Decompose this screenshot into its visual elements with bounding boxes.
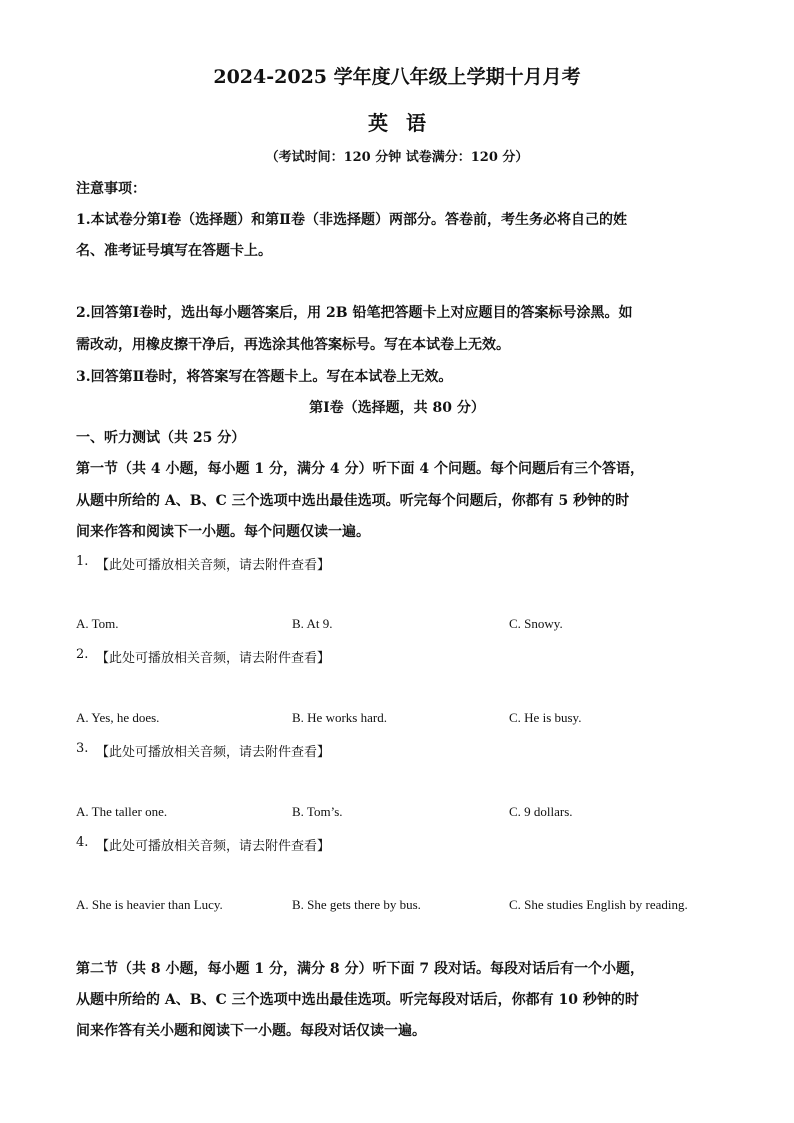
option-b: B. At 9. xyxy=(292,616,333,631)
option-b: B. He works hard. xyxy=(292,710,387,725)
audio-prompt: 【此处可播放相关音频，请去附件查看】 xyxy=(96,745,331,760)
option-b: B. She gets there by bus. xyxy=(292,897,421,912)
notes-heading: 注意事项： xyxy=(76,181,146,197)
volume-1-heading: 第Ⅰ卷（选择题，共 80 分） xyxy=(309,400,485,416)
option-c: C. She studies English by reading. xyxy=(509,897,688,912)
audio-prompt: 【此处可播放相关音频，请去附件查看】 xyxy=(96,558,331,573)
exam-info: （考试时间：120 分钟 试卷满分：120 分） xyxy=(265,150,529,165)
part-2-instructions-line-2: 从题中所给的 A、B、C 三个选项中选出最佳选项。听完每段对话后，你都有 10 秒钟的时 xyxy=(76,992,639,1008)
note-item-3: 3.回答第Ⅱ卷时，将答案写在答题卡上。写在本试卷上无效。 xyxy=(76,369,453,385)
option-a: A. Tom. xyxy=(76,616,119,631)
option-c: C. Snowy. xyxy=(509,616,563,631)
option-a: A. She is heavier than Lucy. xyxy=(76,897,223,912)
option-b: B. Tom’s. xyxy=(292,804,343,819)
part-1-instructions-line-1: 第一节（共 4 小题，每小题 1 分，满分 4 分）听下面 4 个问题。每个问题后有三个答语， xyxy=(76,461,644,477)
option-a: A. Yes, he does. xyxy=(76,710,160,725)
part-1-instructions-line-2: 从题中所给的 A、B、C 三个选项中选出最佳选项。听完每个问题后，你都有 5 秒钟的时 xyxy=(76,493,630,509)
question-number: 1. xyxy=(76,554,89,569)
part-2-instructions-line-1: 第二节（共 8 小题，每小题 1 分，满分 8 分）听下面 7 段对话。每段对话后有一个小题， xyxy=(76,961,644,977)
option-a: A. The taller one. xyxy=(76,804,168,819)
note-item-2-line-2: 需改动，用橡皮擦干净后，再选涂其他答案标号。写在本试卷上无效。 xyxy=(76,337,510,353)
question-number: 3. xyxy=(76,741,89,756)
option-c: C. 9 dollars. xyxy=(509,804,573,819)
question-number: 4. xyxy=(76,835,89,850)
audio-prompt: 【此处可播放相关音频，请去附件查看】 xyxy=(96,839,331,854)
audio-prompt: 【此处可播放相关音频，请去附件查看】 xyxy=(96,651,331,666)
exam-title: 2024-2025 学年度八年级上学期十月月考 xyxy=(213,66,581,88)
note-item-2-line-1: 2.回答第Ⅰ卷时，选出每小题答案后，用 2B 铅笔把答题卡上对应题目的答案标号涂黑。如 xyxy=(76,305,633,321)
option-c: C. He is busy. xyxy=(509,710,582,725)
subject-title: 英语 xyxy=(368,111,444,135)
section-1-heading: 一、听力测试（共 25 分） xyxy=(76,430,246,446)
note-item-1-line-1: 1.本试卷分第Ⅰ卷（选择题）和第Ⅱ卷（非选择题）两部分。答卷前，考生务必将自己的姓 xyxy=(76,212,627,228)
note-item-1-line-2: 名、准考证号填写在答题卡上。 xyxy=(76,243,272,259)
part-1-instructions-line-3: 间来作答和阅读下一小题。每个问题仅读一遍。 xyxy=(76,524,370,540)
part-2-instructions-line-3: 间来作答有关小题和阅读下一小题。每段对话仅读一遍。 xyxy=(76,1023,426,1039)
question-number: 2. xyxy=(76,647,89,662)
